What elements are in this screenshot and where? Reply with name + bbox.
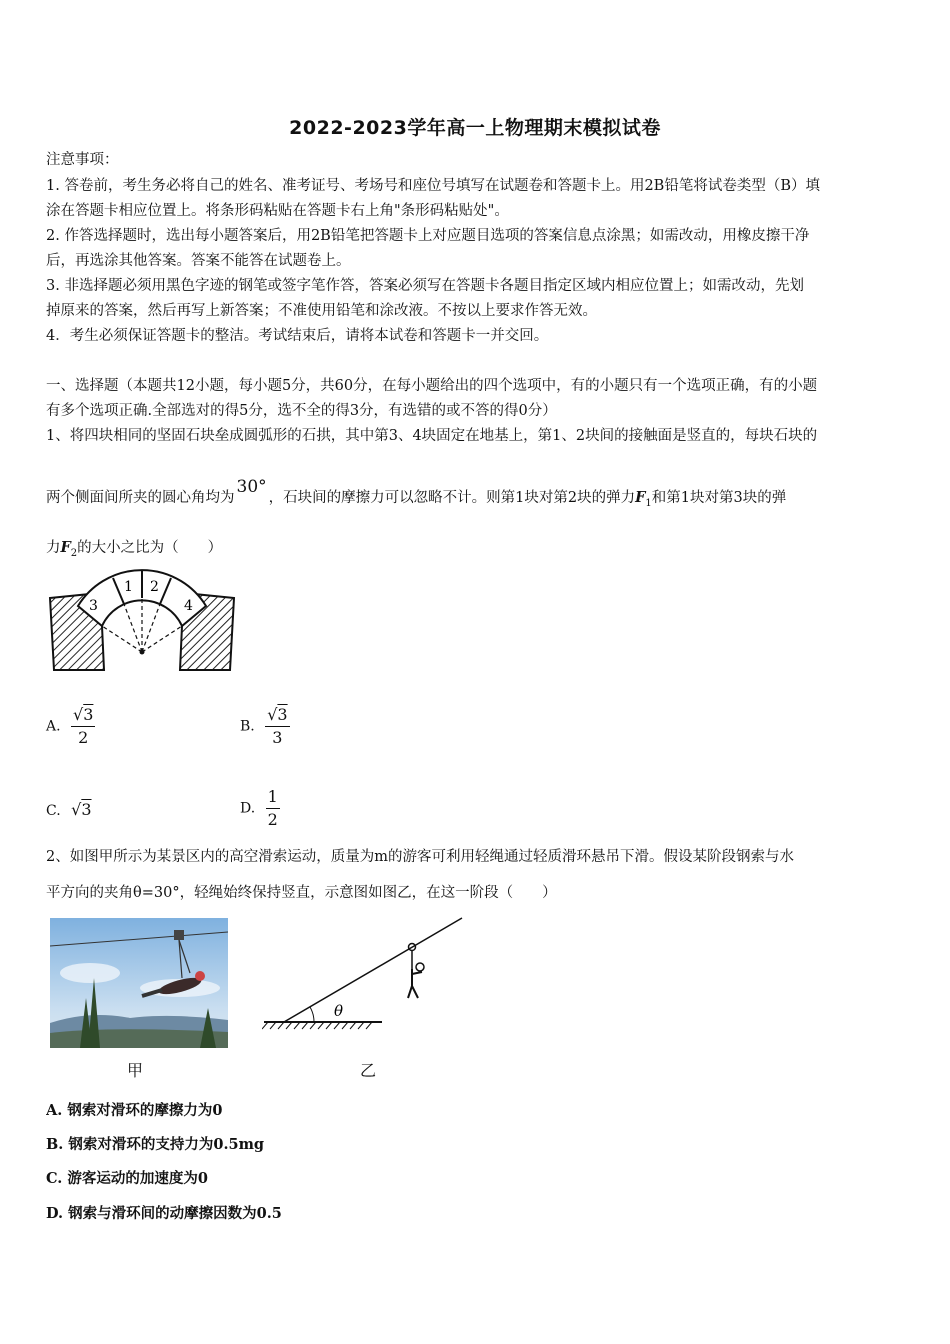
- q1-f1: F: [635, 489, 646, 506]
- incline-diagram: [262, 914, 468, 1030]
- option-label: A.: [46, 718, 61, 735]
- q1-f1-sub: 1: [645, 497, 652, 509]
- notice-item: 3. 非选择题必须用黑色字迹的钢笔或签字笔作答，答案必须写在答题卡各题目指定区域内相应位置上；如需改动，先划: [46, 278, 804, 294]
- q1-option-a[interactable]: [46, 704, 95, 749]
- q1-text-line3: [46, 538, 908, 564]
- q1-text-part: 两个侧面间所夹的圆心角均为: [46, 490, 235, 506]
- figure-caption-b: 乙: [360, 1061, 377, 1080]
- stone-label: 4: [184, 598, 193, 614]
- notice-item: 1. 答卷前，考生务必将自己的姓名、准考证号、考场号和座位号填写在试题卷和答题卡上。用2B铅笔将试卷类型（B）填: [46, 178, 820, 194]
- page-title: 2022-2023学年高一上物理期末模拟试卷: [289, 117, 661, 139]
- stone-arch-figure: [44, 566, 240, 676]
- stone-label: 3: [89, 598, 98, 614]
- option-denominator: 3: [272, 728, 283, 747]
- option-numerator: √3: [71, 704, 95, 727]
- notice-item: 涂在答题卡相应位置上。将条形码粘贴在答题卡右上角"条形码粘贴处"。: [46, 203, 509, 219]
- theta-label: θ: [334, 1002, 344, 1020]
- q1-angle: 30°: [236, 477, 267, 497]
- q1-text-part: 的大小之比为（ ）: [77, 540, 223, 556]
- q2-option-b[interactable]: B. 钢索对滑环的支持力为0.5mg: [46, 1136, 265, 1153]
- option-fraction: [265, 704, 289, 749]
- q2-option-a[interactable]: A. 钢索对滑环的摩擦力为0: [46, 1102, 223, 1119]
- q2-text: 平方向的夹角θ=30°，轻绳始终保持竖直，示意图如图乙，在这一阶段（ ）: [46, 885, 557, 901]
- stone-label: 2: [150, 579, 159, 595]
- q2-text: 2、如图甲所示为某景区内的高空滑索运动，质量为m的游客可利用轻绳通过轻质滑环悬吊下滑。假设某阶段钢索与水: [46, 849, 794, 865]
- option-numerator: 1: [266, 786, 280, 809]
- section-heading: 有多个选项正确.全部选对的得5分，选不全的得3分，有选错的或不答的得0分）: [46, 403, 557, 419]
- q1-option-b[interactable]: [240, 704, 290, 749]
- q1-text-line2: [46, 478, 908, 520]
- zipline-photo: [50, 918, 228, 1048]
- q2-option-c[interactable]: C. 游客运动的加速度为0: [46, 1170, 208, 1187]
- q1-text-part: 力: [46, 540, 61, 556]
- figure-caption-a: 甲: [127, 1061, 144, 1080]
- option-denominator: 2: [78, 728, 89, 747]
- option-label: D.: [240, 800, 256, 817]
- option-label: C.: [46, 803, 61, 819]
- notice-item: 4．考生必须保证答题卡的整洁。考试结束后，请将本试卷和答题卡一并交回。: [46, 328, 549, 344]
- notice-item: 后，再选涂其他答案。答案不能答在试题卷上。: [46, 253, 351, 269]
- q1-option-c[interactable]: [46, 800, 92, 819]
- option-numerator: √3: [265, 704, 289, 727]
- q2-option-d[interactable]: D. 钢索与滑环间的动摩擦因数为0.5: [46, 1205, 282, 1222]
- notice-item: 2. 作答选择题时，选出每小题答案后，用2B铅笔把答题卡上对应题目选项的答案信息点涂黑；如需改动，用橡皮擦干净: [46, 228, 810, 244]
- option-fraction: [71, 704, 95, 749]
- stone-label: 1: [124, 579, 133, 595]
- q1-text-part: 和第1块对第3块的弹: [651, 490, 787, 506]
- notice-heading: 注意事项：: [46, 152, 119, 168]
- q1-option-d[interactable]: [240, 786, 280, 831]
- q1-text-part: ，石块间的摩擦力可以忽略不计。则第1块对第2块的弹力: [268, 490, 636, 506]
- option-fraction: [266, 786, 280, 831]
- option-value: √3: [71, 800, 92, 819]
- option-label: B.: [240, 718, 255, 735]
- notice-item: 掉原来的答案，然后再写上新答案；不准使用铅笔和涂改液。不按以上要求作答无效。: [46, 303, 597, 319]
- q1-f2-sub: 2: [70, 547, 78, 559]
- q1-text: 1、将四块相同的坚固石块垒成圆弧形的石拱，其中第3、4块固定在地基上，第1、2块间的接触面是竖直的，每块石块的: [46, 428, 818, 444]
- q1-f2: F: [60, 539, 71, 556]
- option-denominator: 2: [267, 810, 278, 829]
- section-heading: 一、选择题（本题共12小题，每小题5分，共60分，在每小题给出的四个选项中，有的小题只有一个选项正确，有的小题: [46, 378, 818, 394]
